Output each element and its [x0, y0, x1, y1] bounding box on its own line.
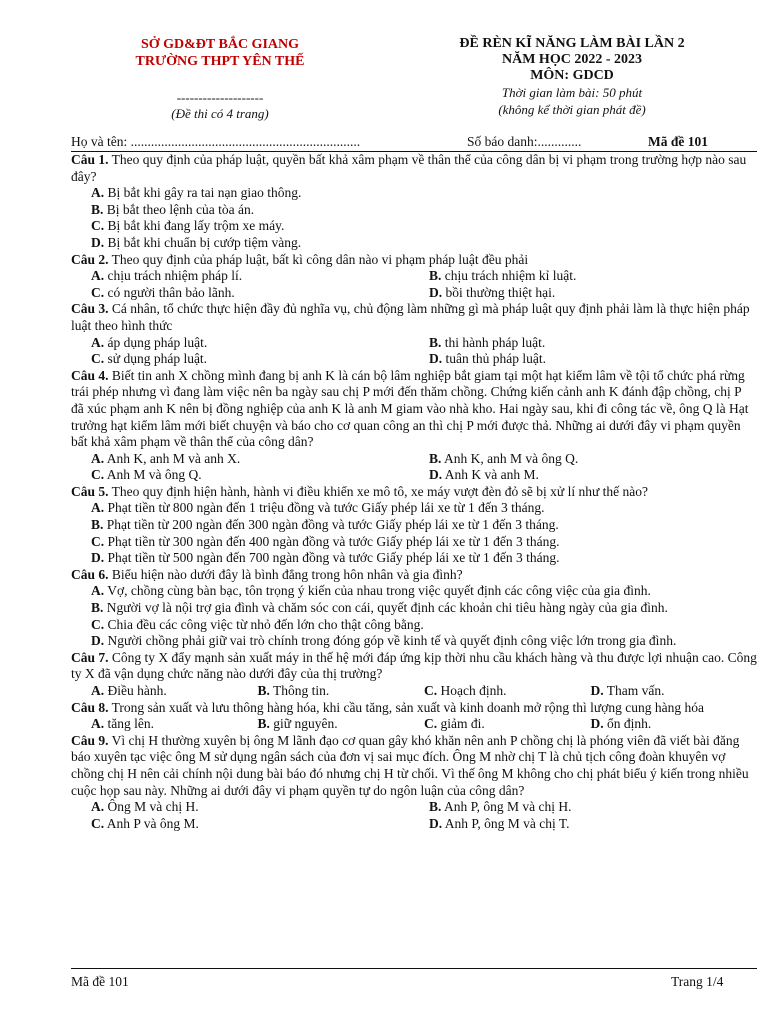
option-text: sử dụng pháp luật. [104, 351, 208, 367]
option-key: D. [590, 683, 604, 698]
option-text: áp dụng pháp luật. [104, 334, 208, 350]
option-key: A. [91, 583, 105, 599]
subject: MÔN: GDCD [530, 68, 614, 83]
question-text: Biểu hiện nào dưới đây là bình đẳng trong hôn nhân và gia đình? [108, 566, 463, 582]
option-text: Anh K, anh M và ông Q. [441, 450, 579, 466]
time-limit: Thời gian làm bài: 50 phút [501, 85, 643, 100]
option-key: B. [91, 517, 104, 533]
option-text: Hoạch định. [437, 683, 507, 698]
option-key: C. [91, 467, 105, 483]
option-b [409, 335, 747, 352]
option-d [409, 467, 747, 484]
question-text: Theo quy định hiện hành, hành vi điều khiển xe mô tô, xe máy vượt đèn đỏ sẽ bị xử lí như thế nào? [108, 483, 649, 499]
option-d [71, 550, 757, 567]
question-stem [71, 152, 757, 185]
option-d [591, 716, 758, 733]
option-text: Chia đều các công việc từ nhỏ đến lớn cho thật công bằng. [104, 616, 424, 632]
option-row [71, 816, 757, 833]
question-text: Theo quy định của pháp luật, quyền bất khả xâm phạm về thân thể của công dân bị vi phạm trong trường hợp nào sau đây? [71, 152, 747, 184]
option-key: D. [590, 716, 604, 732]
option-key: B. [257, 683, 270, 698]
option-key: D. [429, 467, 443, 483]
option-d [409, 285, 747, 302]
option-key: D. [91, 633, 105, 649]
option-d [591, 683, 758, 700]
option-row [71, 285, 757, 302]
option-key: B. [429, 268, 442, 284]
option-b [258, 716, 425, 733]
question-stem [71, 252, 757, 269]
option-d [71, 235, 757, 252]
option-row [71, 451, 757, 468]
question-stem [71, 368, 757, 451]
question-stem [71, 301, 757, 334]
question-list [71, 152, 757, 832]
option-a [71, 268, 409, 285]
question-2 [71, 252, 757, 302]
option-c [71, 285, 409, 302]
option-b [258, 683, 425, 700]
question-3 [71, 301, 757, 367]
option-key: D. [429, 351, 443, 367]
option-key: A. [91, 334, 105, 350]
question-5 [71, 484, 757, 567]
option-b [71, 202, 757, 219]
option-text: Phạt tiền từ 300 ngàn đến 400 ngàn đồng và tước Giấy phép lái xe từ 1 đến 3 tháng. [104, 533, 560, 549]
option-d [409, 816, 747, 833]
option-key: B. [91, 201, 104, 217]
option-key: D. [429, 284, 443, 300]
option-key: C. [91, 533, 105, 549]
header-left [110, 36, 330, 122]
option-b [71, 600, 757, 617]
option-text: Bị bắt khi đang lấy trộm xe máy. [104, 218, 285, 234]
option-key: A. [91, 683, 105, 698]
option-key: C. [91, 218, 105, 234]
option-a [71, 451, 409, 468]
header-right [412, 36, 732, 118]
option-c [71, 816, 409, 833]
option-row [71, 716, 757, 733]
divider-dashes: -------------------- [176, 90, 264, 105]
option-key: C. [91, 616, 105, 632]
option-key: A. [91, 799, 105, 815]
option-c [424, 716, 591, 733]
question-label: Câu 4. [71, 367, 109, 383]
option-c [424, 683, 591, 700]
option-key: D. [429, 815, 443, 831]
option-text: Phạt tiền từ 200 ngàn đến 300 ngàn đồng và tước Giấy phép lái xe từ 1 đến 3 tháng. [103, 517, 559, 533]
option-text: Bị bắt khi chuẩn bị cướp tiệm vàng. [104, 234, 302, 250]
question-label: Câu 5. [71, 483, 109, 499]
option-key: C. [91, 284, 105, 300]
option-text: Anh P, ông M và chị H. [441, 799, 572, 815]
option-b [409, 799, 747, 816]
option-key: B. [257, 716, 270, 732]
option-text: tuân thủ pháp luật. [442, 351, 546, 367]
question-7 [71, 650, 757, 700]
option-text: Người chồng phải giữ vai trò chính trong đóng góp về kinh tế và quyết định công việc lớn trong gia đình. [104, 633, 677, 649]
option-text: Tham vấn. [603, 683, 665, 698]
name-field: Họ và tên: .................................................................... [71, 134, 361, 149]
question-label: Câu 2. [71, 251, 109, 267]
option-text: ổn định. [603, 716, 652, 732]
question-stem [71, 733, 757, 799]
option-text: Anh M và ông Q. [104, 467, 202, 483]
option-row [71, 335, 757, 352]
question-9 [71, 733, 757, 833]
option-a [71, 799, 409, 816]
footer-exam-code: Mã đề 101 [71, 974, 129, 989]
option-key: C. [91, 815, 105, 831]
option-text: có người thân bảo lãnh. [104, 284, 235, 300]
question-text: Công ty X đẩy mạnh sản xuất máy in thế hệ mới đáp ứng kịp thời nhu cầu khách hàng và thu được lợi nhuận cao. Công ty X đã vận dụng chức năng nào dưới đây của thị trường? [71, 649, 757, 682]
option-b [409, 451, 747, 468]
question-text: Cá nhân, tổ chức thực hiện đầy đủ nghĩa vụ, chủ động làm những gì mà pháp luật quy định phải làm là thực hiện pháp luật theo hình thức [71, 301, 750, 333]
option-text: Anh P, ông M và chị T. [442, 815, 570, 831]
option-key: B. [429, 334, 442, 350]
option-text: chịu trách nhiệm pháp lí. [104, 268, 243, 284]
option-c [71, 617, 757, 634]
option-text: Ông M và chị H. [104, 799, 199, 815]
page-count-note: (Đề thi có 4 trang) [171, 106, 269, 121]
option-key: A. [91, 500, 105, 516]
question-label: Câu 9. [71, 732, 109, 748]
option-text: Phạt tiền từ 800 ngàn đến 1 triệu đồng và tước Giấy phép lái xe từ 1 đến 3 tháng. [104, 500, 545, 516]
exam-title: ĐỀ RÈN KĨ NĂNG LÀM BÀI LẦN 2 [459, 36, 685, 51]
question-4 [71, 368, 757, 484]
option-key: A. [91, 185, 105, 201]
option-a [71, 500, 757, 517]
option-row [71, 351, 757, 368]
option-text: Anh K, anh M và anh X. [104, 450, 241, 466]
question-stem [71, 484, 757, 501]
option-row [71, 467, 757, 484]
option-text: Phạt tiền từ 500 ngàn đến 700 ngàn đồng và tước Giấy phép lái xe từ 1 đến 3 tháng. [104, 550, 560, 566]
option-a [71, 185, 757, 202]
option-key: C. [424, 716, 438, 732]
option-key: A. [91, 716, 105, 732]
question-label: Câu 3. [71, 301, 109, 317]
option-key: B. [91, 600, 104, 616]
option-a [91, 716, 258, 733]
option-text: Thông tin. [269, 683, 330, 698]
option-text: Bị bắt khi gây ra tai nạn giao thông. [104, 185, 302, 201]
option-text: chịu trách nhiệm kỉ luật. [441, 268, 577, 284]
option-a [91, 683, 258, 700]
question-text: Biết tin anh X chồng mình đang bị anh K là cán bộ lâm nghiệp bắt giam tại một hạt kiểm lâm về tội tổ chức phá rừng trái phép nhưng vì đang làm việc nên ba ngày sau chị P mới đến thăm chồng. Chứng kiến cảnh anh K đánh đập chồng, chị P đã xúc phạm anh K nên bị đồng nghiệp của anh K là anh M giam vào nhà kho. Hai ngày sau, khi đi công tác về, ông Q là Hạt trưởng hạt kiểm lâm mới biết chuyện và báo cho cơ quan công an thì chị P mới được thả. Những ai dưới đây vi phạm quyền bất khả xâm phạm về thân thể của công dân? [71, 367, 749, 450]
option-key: D. [91, 234, 105, 250]
question-label: Câu 1. [71, 152, 109, 167]
option-text: Điều hành. [104, 683, 167, 698]
option-b [409, 268, 747, 285]
question-label: Câu 6. [71, 566, 109, 582]
option-text: giảm đi. [437, 716, 485, 732]
question-stem [71, 700, 757, 717]
option-key: D. [91, 550, 105, 566]
department-name: SỞ GD&ĐT BẮC GIANG [140, 37, 300, 52]
option-text: Người vợ là nội trợ gia đình và chăm sóc con cái, quyết định các khoản chi tiêu hàng ngày của gia đình. [103, 600, 668, 616]
question-stem [71, 567, 757, 584]
option-c [71, 534, 757, 551]
question-8 [71, 700, 757, 733]
option-key: C. [91, 351, 105, 367]
question-text: Trong sản xuất và lưu thông hàng hóa, khi cầu tăng, sản xuất và kinh doanh mở rộng thì lượng cung hàng hóa [108, 699, 704, 715]
question-6 [71, 567, 757, 650]
student-info-line [71, 134, 751, 152]
option-text: Anh P và ông M. [104, 815, 199, 831]
option-text: thi hành pháp luật. [441, 334, 546, 350]
question-label: Câu 8. [71, 699, 109, 715]
option-a [71, 335, 409, 352]
footer-rule [71, 968, 757, 969]
school-year: NĂM HỌC 2022 - 2023 [502, 52, 642, 67]
option-key: A. [91, 268, 105, 284]
option-c [71, 467, 409, 484]
option-c [71, 218, 757, 235]
option-a [71, 583, 757, 600]
option-text: bồi thường thiệt hại. [442, 284, 556, 300]
time-note: (không kể thời gian phát đề) [498, 102, 646, 117]
option-text: Anh K và anh M. [442, 467, 539, 483]
footer-page-number: Trang 1/4 [671, 974, 724, 989]
option-c [71, 351, 409, 368]
candidate-number-field: Số báo danh:............. [467, 134, 582, 149]
question-label: Câu 7. [71, 649, 109, 665]
option-text: Bị bắt theo lệnh của tòa án. [103, 201, 255, 217]
option-key: C. [424, 683, 438, 698]
exam-code: Mã đề 101 [648, 134, 708, 149]
question-stem [71, 650, 757, 683]
option-row [71, 268, 757, 285]
option-row [71, 683, 757, 700]
school-name: TRƯỜNG THPT YÊN THẾ [135, 54, 305, 69]
question-1 [71, 152, 757, 252]
option-d [71, 633, 757, 650]
option-key: B. [429, 799, 442, 815]
question-text: Theo quy định của pháp luật, bất kì công dân nào vi phạm pháp luật đều phải [108, 251, 529, 267]
option-text: Vợ, chồng cùng bàn bạc, tôn trọng ý kiến của nhau trong việc quyết định các công việc của gia đình. [104, 583, 651, 599]
option-text: tăng lên. [104, 716, 154, 732]
option-text: giữ nguyên. [269, 716, 338, 732]
option-key: B. [429, 450, 442, 466]
option-d [409, 351, 747, 368]
option-b [71, 517, 757, 534]
option-row [71, 799, 757, 816]
question-text: Vì chị H thường xuyên bị ông M lãnh đạo cơ quan gây khó khăn nên anh P chồng chị là phóng viên đã viết bài đăng báo xuyên tạc việc ông M sử dụng ngân sách của đơn vị sai mục đích. Ông M nhờ chị T là chủ tịch công đoàn khuyên vợ chồng chị H nên cải chính nội dung bài báo đó nhưng chị H từ chối. Vì thế ông M không cho chị phát biểu ý kiến trong nhiều cuộc họp sau này. Những ai dưới đây vi phạm quyền tự do ngôn luận của công dân? [71, 732, 749, 798]
option-key: A. [91, 450, 105, 466]
